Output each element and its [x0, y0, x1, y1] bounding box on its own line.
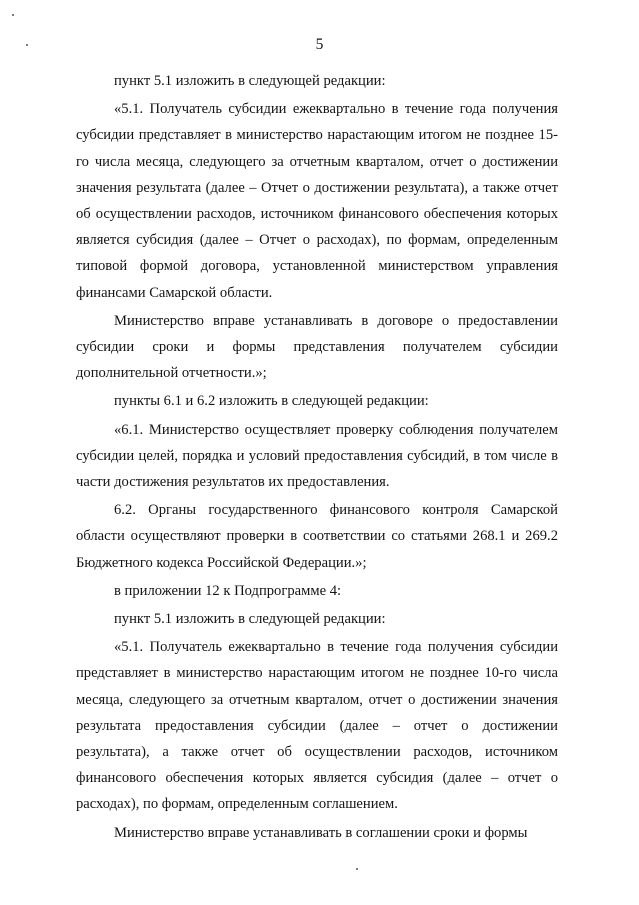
- document-body: [76, 68, 558, 846]
- scan-speck: [12, 14, 14, 16]
- paragraph-appendix-12: в приложении 12 к Подпрограмме 4:: [114, 582, 342, 599]
- paragraph-amend-points-6: пункты 6.1 и 6.2 изложить в следующей редакции:: [114, 393, 429, 410]
- scan-speck: [26, 44, 28, 46]
- paragraph-ministry-agreement: Министерство вправе устанавливать в соглашении сроки и формы: [114, 824, 528, 841]
- paragraph-additional-reporting: Министерство вправе устанавливать в договоре о предоставлении субсидии сроки и формы представления получателем субсидии дополнительной отчетности.»;: [76, 312, 558, 382]
- paragraph-amend-point-5-1-second: пункт 5.1 изложить в следующей редакции:: [114, 611, 386, 628]
- scan-speck: [356, 868, 358, 870]
- paragraph-point-6-1-text: «6.1. Министерство осуществляет проверку соблюдения получателем субсидии целей, порядка и условий предоставления субсидий, в том числе в части достижения результатов их предоставления.: [76, 421, 558, 491]
- paragraph-point-6-2-text: 6.2. Органы государственного финансового контроля Самарской области осуществляют проверки в соответствии со статьями 268.1 и 269.2 Бюджетного кодекса Российской Федерации.»;: [76, 502, 558, 571]
- paragraph-point-5-1-second-text: «5.1. Получатель ежеквартально в течение года получения субсидии представляет в министерство нарастающим итогом не позднее 10-го числа месяца, следующего за отчетным кварталом, отчет о достижении значения результата предоставления субсидии (далее – отчет о достижении результата), а также отчет об осуществлении расходов, источником финансового обеспечения которых является субсидия (далее – отчет о расходах), по формам, определенным соглашением.: [76, 639, 558, 813]
- page-number: 5: [315, 36, 324, 53]
- paragraph-point-5-1-text: «5.1. Получатель субсидии ежеквартально в течение года получения субсидии представляет в министерство нарастающим итогом не позднее 15-го числа месяца, следующего за отчетным кварталом, отчет о достижении значения результата (далее – Отчет о достижении результата), а также отчет об осуществлении расходов, источником финансового обеспечения которых является субсидия (далее – Отчет о расходах), по формам, определенным типовой формой договора, установленной министерством управления финансами Самарской области.: [76, 101, 558, 301]
- paragraph-amend-point-5-1: пункт 5.1 изложить в следующей редакции:: [114, 73, 386, 89]
